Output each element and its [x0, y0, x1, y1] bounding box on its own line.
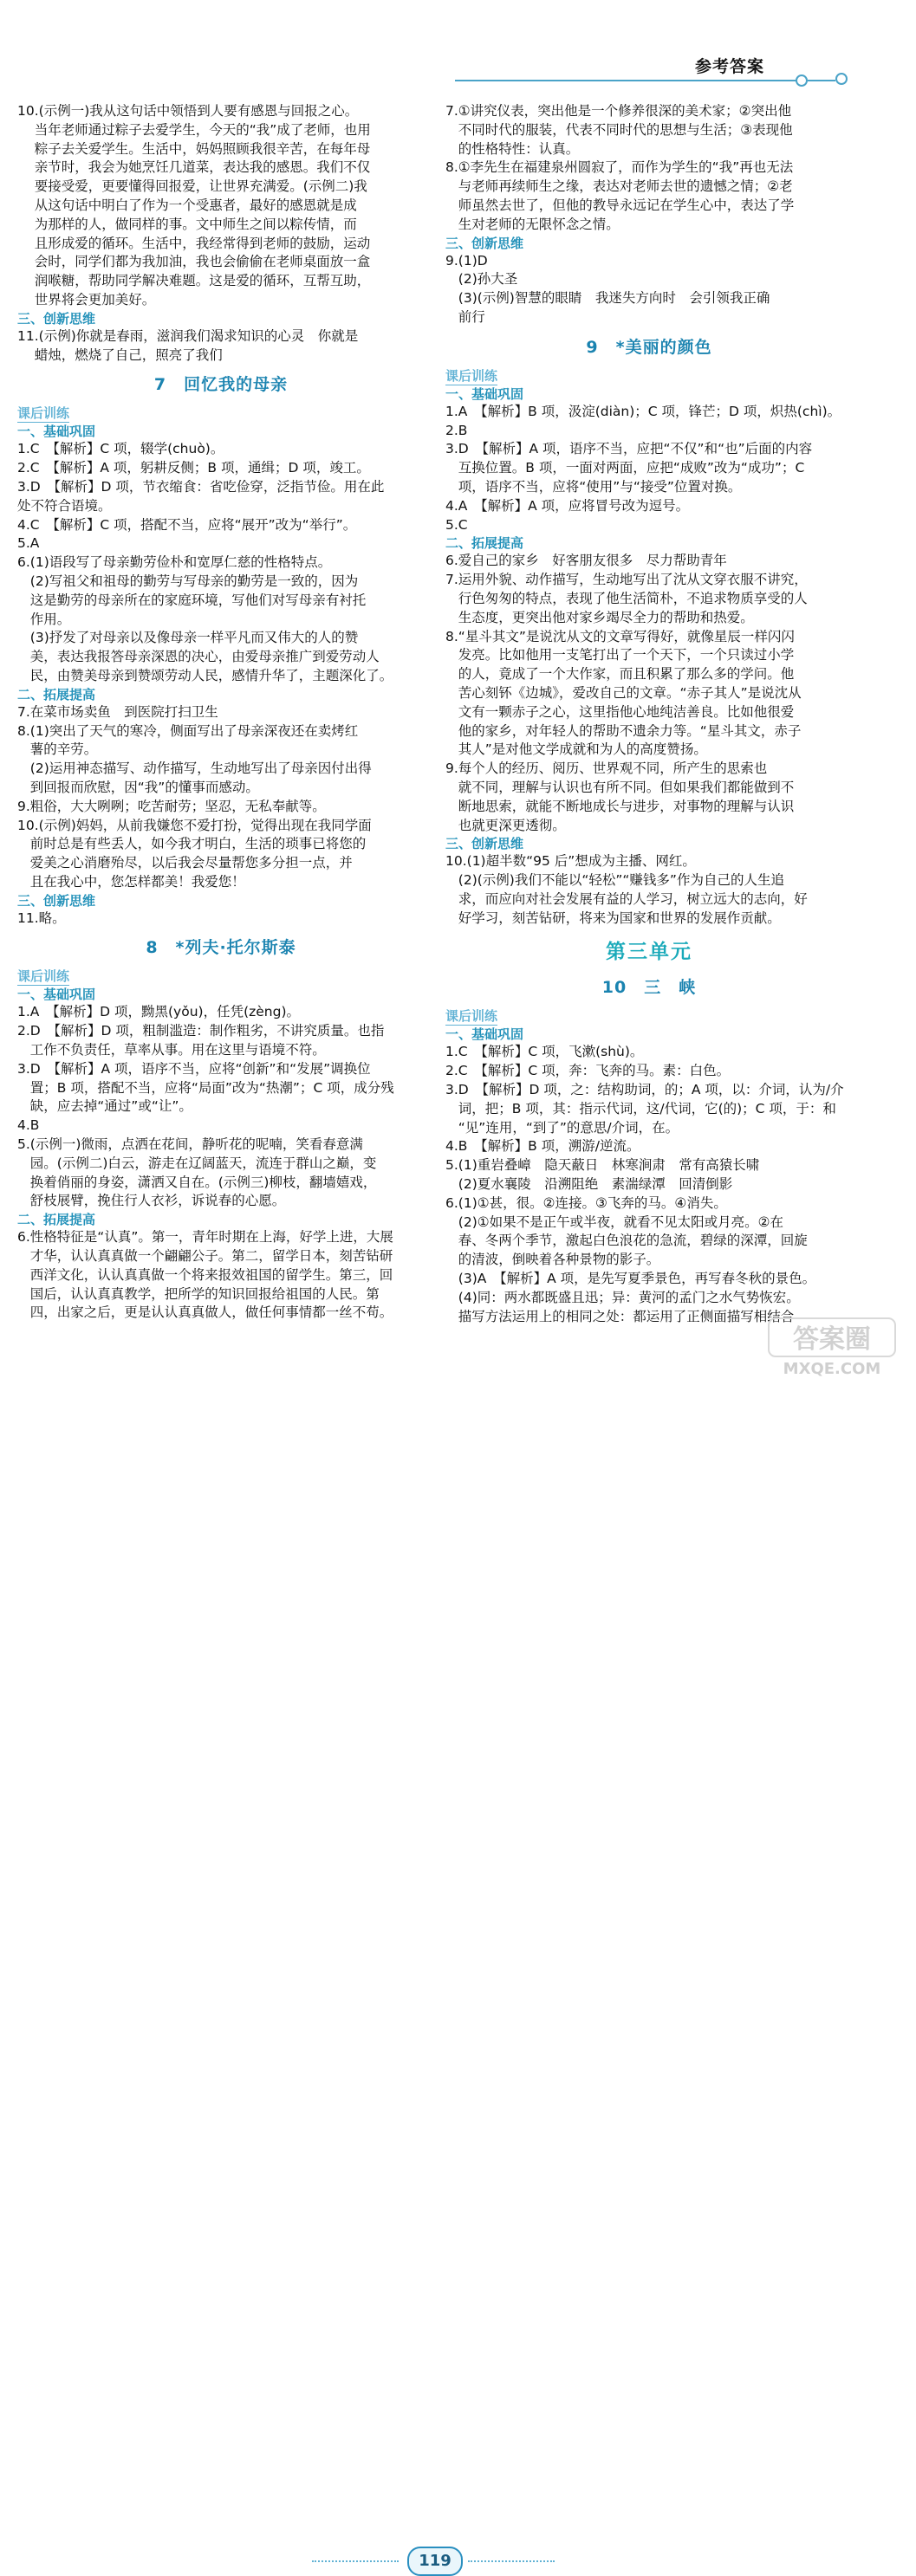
section-heading: 一、基础巩固 [17, 424, 96, 440]
footer-dots-left [312, 2560, 399, 2562]
left-column [17, 102, 425, 1323]
answer-block: 11.(示例)你就是春雨，滋润我们渴求知识的心灵 你就是 蜡烛，燃烧了自己，照亮了我们 [17, 327, 359, 363]
answer-block: 1.C 【解析】C 项，飞漱(shù)。 2.C 【解析】C 项，奔：飞奔的马。素：白色。 3.D 【解析】D 项，之：结构助词，的；A 项，以：介词，认为/介 词，把；B 项，其：指示代词，这/代词，它(的)；C 项，于：和 “见”连用，“到了”的意思/介词，在。 4.B 【解析】B 项，溯游/逆流。 5.(1)重岩叠嶂 隐天蔽日 林寒涧肃 常有高猿长啸 (2)夏水襄陵 沿溯阻绝 素湍绿潭 回清倒影 6.(1)①甚，很。②连接。③飞奔的马。④消失。 (2)①如果不是正午或半夜，就看不见太阳或月亮。②在 春、冬两个季节，激起白色浪花的急流，碧绿的深潭，回旋 的清波，倒映着各种景物的影子。 (3)A 【解析】A 项，是先写夏季景色，再写春冬秋的景色。 (4)同：两水都既盛且迅；异：黄河的孟门之水气势恢宏。 描写方法运用上的相同之处：都运用了正侧面描写相结合 [445, 1044, 844, 1324]
lesson-title: 9 *美丽的颜色 [586, 337, 712, 357]
header-title: 参考答案 [694, 57, 764, 76]
answer-block: 7.在菜市场卖鱼 到医院打扫卫生 8.(1)突出了天气的寒冷，侧面写出了母亲深夜还在卖烤红 薯的辛劳。 (2)运用神态描写、动作描写，生动地写出了母亲因付出得 到回报而欣慰，因“我”的懂事而感动。 9.粗俗，大大咧咧；吃苦耐劳；坚忍，无私奉献等。 10.(示例)妈妈，从前我嫌您不爱打扮，觉得出现在我同学面 前时总是有些丢人，如今我才明白，生活的琐事已将您的 爱美之心消磨殆尽，以后我会尽量帮您多分担一点，并 且在我心中，您怎样都美！我爱您！ [17, 703, 372, 890]
page-number: 119 [407, 2547, 463, 2576]
answer-block: 10.(1)超半数“95 后”想成为主播、网红。 (2)(示例)我们不能以“轻松”“赚钱多”作为自己的人生追 求，而应向对社会发展有益的人学习，树立远大的志向，好 好学习，刻苦钻研，将来为国家和世界的发展作贡献。 [445, 853, 808, 926]
svg-text:答案圈: 答案圈 [793, 1324, 871, 1355]
exercise-label-row [445, 366, 853, 385]
section-heading: 二、拓展提高 [17, 686, 96, 702]
svg-text:MXQE.COM: MXQE.COM [783, 1360, 881, 1377]
answer-block: 1.A 【解析】B 项，汲淀(diàn)；C 项，锋芒；D 项，炽热(chì)。 2.B 3.D 【解析】A 项，语序不当，应把“不仅”和“也”后面的内容 互换位置。B 项，一面对两面，应把“成败”改为“成功”；C 项，语序不当，应将“使用”与“接受”位置对换。 4.A 【解析】A 项，应将冒号改为逗号。 5.C [445, 403, 841, 533]
exercise-label-row [17, 403, 425, 423]
exercise-label: 课后训练 [17, 405, 70, 422]
exercise-label-row [17, 966, 425, 986]
answer-block: 11.略。 [17, 909, 66, 926]
section-heading: 一、基础巩固 [445, 385, 524, 402]
exercise-label: 课后训练 [445, 367, 498, 384]
answer-block: 10.(示例一)我从这句话中领悟到人要有感恩与回报之心。 当年老师通过粽子去爱学生，今天的“我”成了老师，也用 粽子去关爱学生。生活中，妈妈照顾我很辛苦，在每年母 亲节时，我会为她烹饪几道菜，表达我的感恩。我们不仅 要接受爱，更要懂得回报爱，让世界充满爱。(示例二)我 从这句话中明白了作为一个受惠者，最好的感恩就是成 为那样的人，做同样的事。文中师生之间以粽传情，而 且形成爱的循环。生活中，我经常得到老师的鼓励，运动 会时，同学们都为我加油，我也会偷偷在老师桌面放一盒 润喉糖，帮助同学解决难题。这是爱的循环，互帮互助， 世界将会更加美好。 [17, 103, 371, 307]
section-heading: 二、拓展提高 [17, 1212, 96, 1228]
unit-title: 第三单元 [606, 941, 692, 964]
answer-block: 7.①讲究仪表，突出他是一个修养很深的美术家；②突出他 不同时代的服装，代表不同时代的思想与生活；③表现他 的性格特性：认真。 8.①李先生在福建泉州圆寂了，而作为学生的“我”再也无法 与老师再续师生之缘，表达对老师去世的遗憾之情；②老 师虽然去世了，但他的教导永远记在学生心中，表达了学 生对老师的无限怀念之情。 [445, 103, 795, 232]
header-rule [455, 80, 802, 81]
section-heading: 二、拓展提高 [445, 535, 524, 552]
answer-block: 9.(1)D (2)孙大圣 (3)(示例)智慧的眼睛 我迷失方向时 会引领我正确 前行 [445, 252, 770, 325]
section-heading: 三、创新思维 [445, 235, 524, 251]
right-column [445, 102, 853, 1326]
section-heading: 一、基础巩固 [17, 987, 96, 1003]
answer-block: 6.性格特征是“认真”。第一，青年时期在上海，好学上进，大展 才华，认认真真做一个翩翩公子。第二，留学日本，刻苦钻研 西洋文化，认认真真做一个将来报效祖国的留学生。第三，回 国后，认认真真教学，把所学的知识回报给祖国的人民。第 四，出家之后，更是认认真真做人，做任何事情都一丝不苟。 [17, 1229, 393, 1321]
answer-block: 1.A 【解析】D 项，黝黑(yǒu)，任凭(zèng)。 2.D 【解析】D 项，粗制滥造：制作粗劣，不讲究质量。也指 工作不负责任，草率从事。用在这里与语境不符。 3.D 【解析】A 项，语序不当，应将“创新”和“发展”调换位 置；B 项，搭配不当，应将“局面”改为“热潮”；C 项，成分残 缺，应去掉“通过”或“让”。 4.B 5.(示例一)微雨，点洒在花间，静听花的呢喃，笑看春意满 园。(示例二)白云，游走在辽阔蓝天，流连于群山之巅，变 换着俏丽的身姿，潇洒又自在。(示例三)柳枝，翻墙嬉戏， 舒枝展臂，挽住行人衣衫，诉说春的心愿。 [17, 1004, 394, 1209]
watermark-logo [767, 1315, 897, 1377]
exercise-label-row [445, 1006, 853, 1026]
answer-block: 6.爱自己的家乡 好客朋友很多 尽力帮助青年 7.运用外貌、动作描写，生动地写出了沈从文穿衣服不讲究， 行色匆匆的特点，表现了他生活简朴，不追求物质享受的人 生态度，更突出他对家乡竭尽全力的帮助和热爱。 8.“星斗其文”是说沈从文的文章写得好，就像星辰一样闪闪 发亮。比如他用一支笔打出了一个天下，一个只读过小学 的人，竟成了一个大作家，而且积累了那么多的学问。他 苦心刻钚《边城》，爱改自己的文章。“赤子其人”是说沈从 文有一颗赤子之心，这里指他心地纯洁善良。比如他很爱 他的家乡，对年轻人的帮助不遗余力等。“星斗其文，赤子 其人”是对他文学成就和为人的高度赞扬。 9.每个人的经历、阅历、世界观不同，所产生的思索也 就不同，理解与认识也有所不同。但如果我们都能做到不 断地思索，就能不断地成长与进步，对事物的理解与认识 也就更深更透彻。 [445, 553, 808, 833]
lesson-title: 7 回忆我的母亲 [153, 375, 289, 395]
footer-dots-right [468, 2560, 555, 2562]
section-heading: 一、基础巩固 [445, 1026, 524, 1043]
page-header [0, 0, 916, 87]
lesson-title: 8 *列夫·托尔斯泰 [146, 938, 296, 958]
exercise-label: 课后训练 [17, 968, 70, 985]
header-dot-2 [835, 73, 848, 85]
answer-block: 1.C 【解析】C 项，辍学(chuò)。 2.C 【解析】A 项，躬耕反侧；B 项，通缉；D 项，竣工。 3.D 【解析】D 项，节衣缩食：省吃俭穿，泛指节俭。用在此 处不符合语境。 4.C 【解析】C 项，搭配不当，应将“展开”改为“举行”。 5.A 6.(1)语段写了母亲勤劳俭朴和宽厚仁慈的性格特点。 (2)写祖父和祖母的勤劳与写母亲的勤劳是一致的，因为 这是勤劳的母亲所在的家庭环境，写他们对写母亲有衬托 作用。 (3)抒发了对母亲以及像母亲一样平凡而又伟大的人的赞 美，表达我报答母亲深恩的决心，由爱母亲推广到爱劳动人 民，由赞美母亲到赞颂劳动人民，感情升华了，主题深化了。 [17, 441, 393, 683]
lesson-title: 10 三 峡 [601, 978, 697, 998]
header-dot-1 [796, 74, 808, 87]
section-heading: 三、创新思维 [445, 836, 524, 852]
header-rule-right [808, 80, 835, 81]
section-heading: 三、创新思维 [17, 310, 96, 327]
section-heading: 三、创新思维 [17, 892, 96, 909]
exercise-label: 课后训练 [445, 1008, 498, 1025]
